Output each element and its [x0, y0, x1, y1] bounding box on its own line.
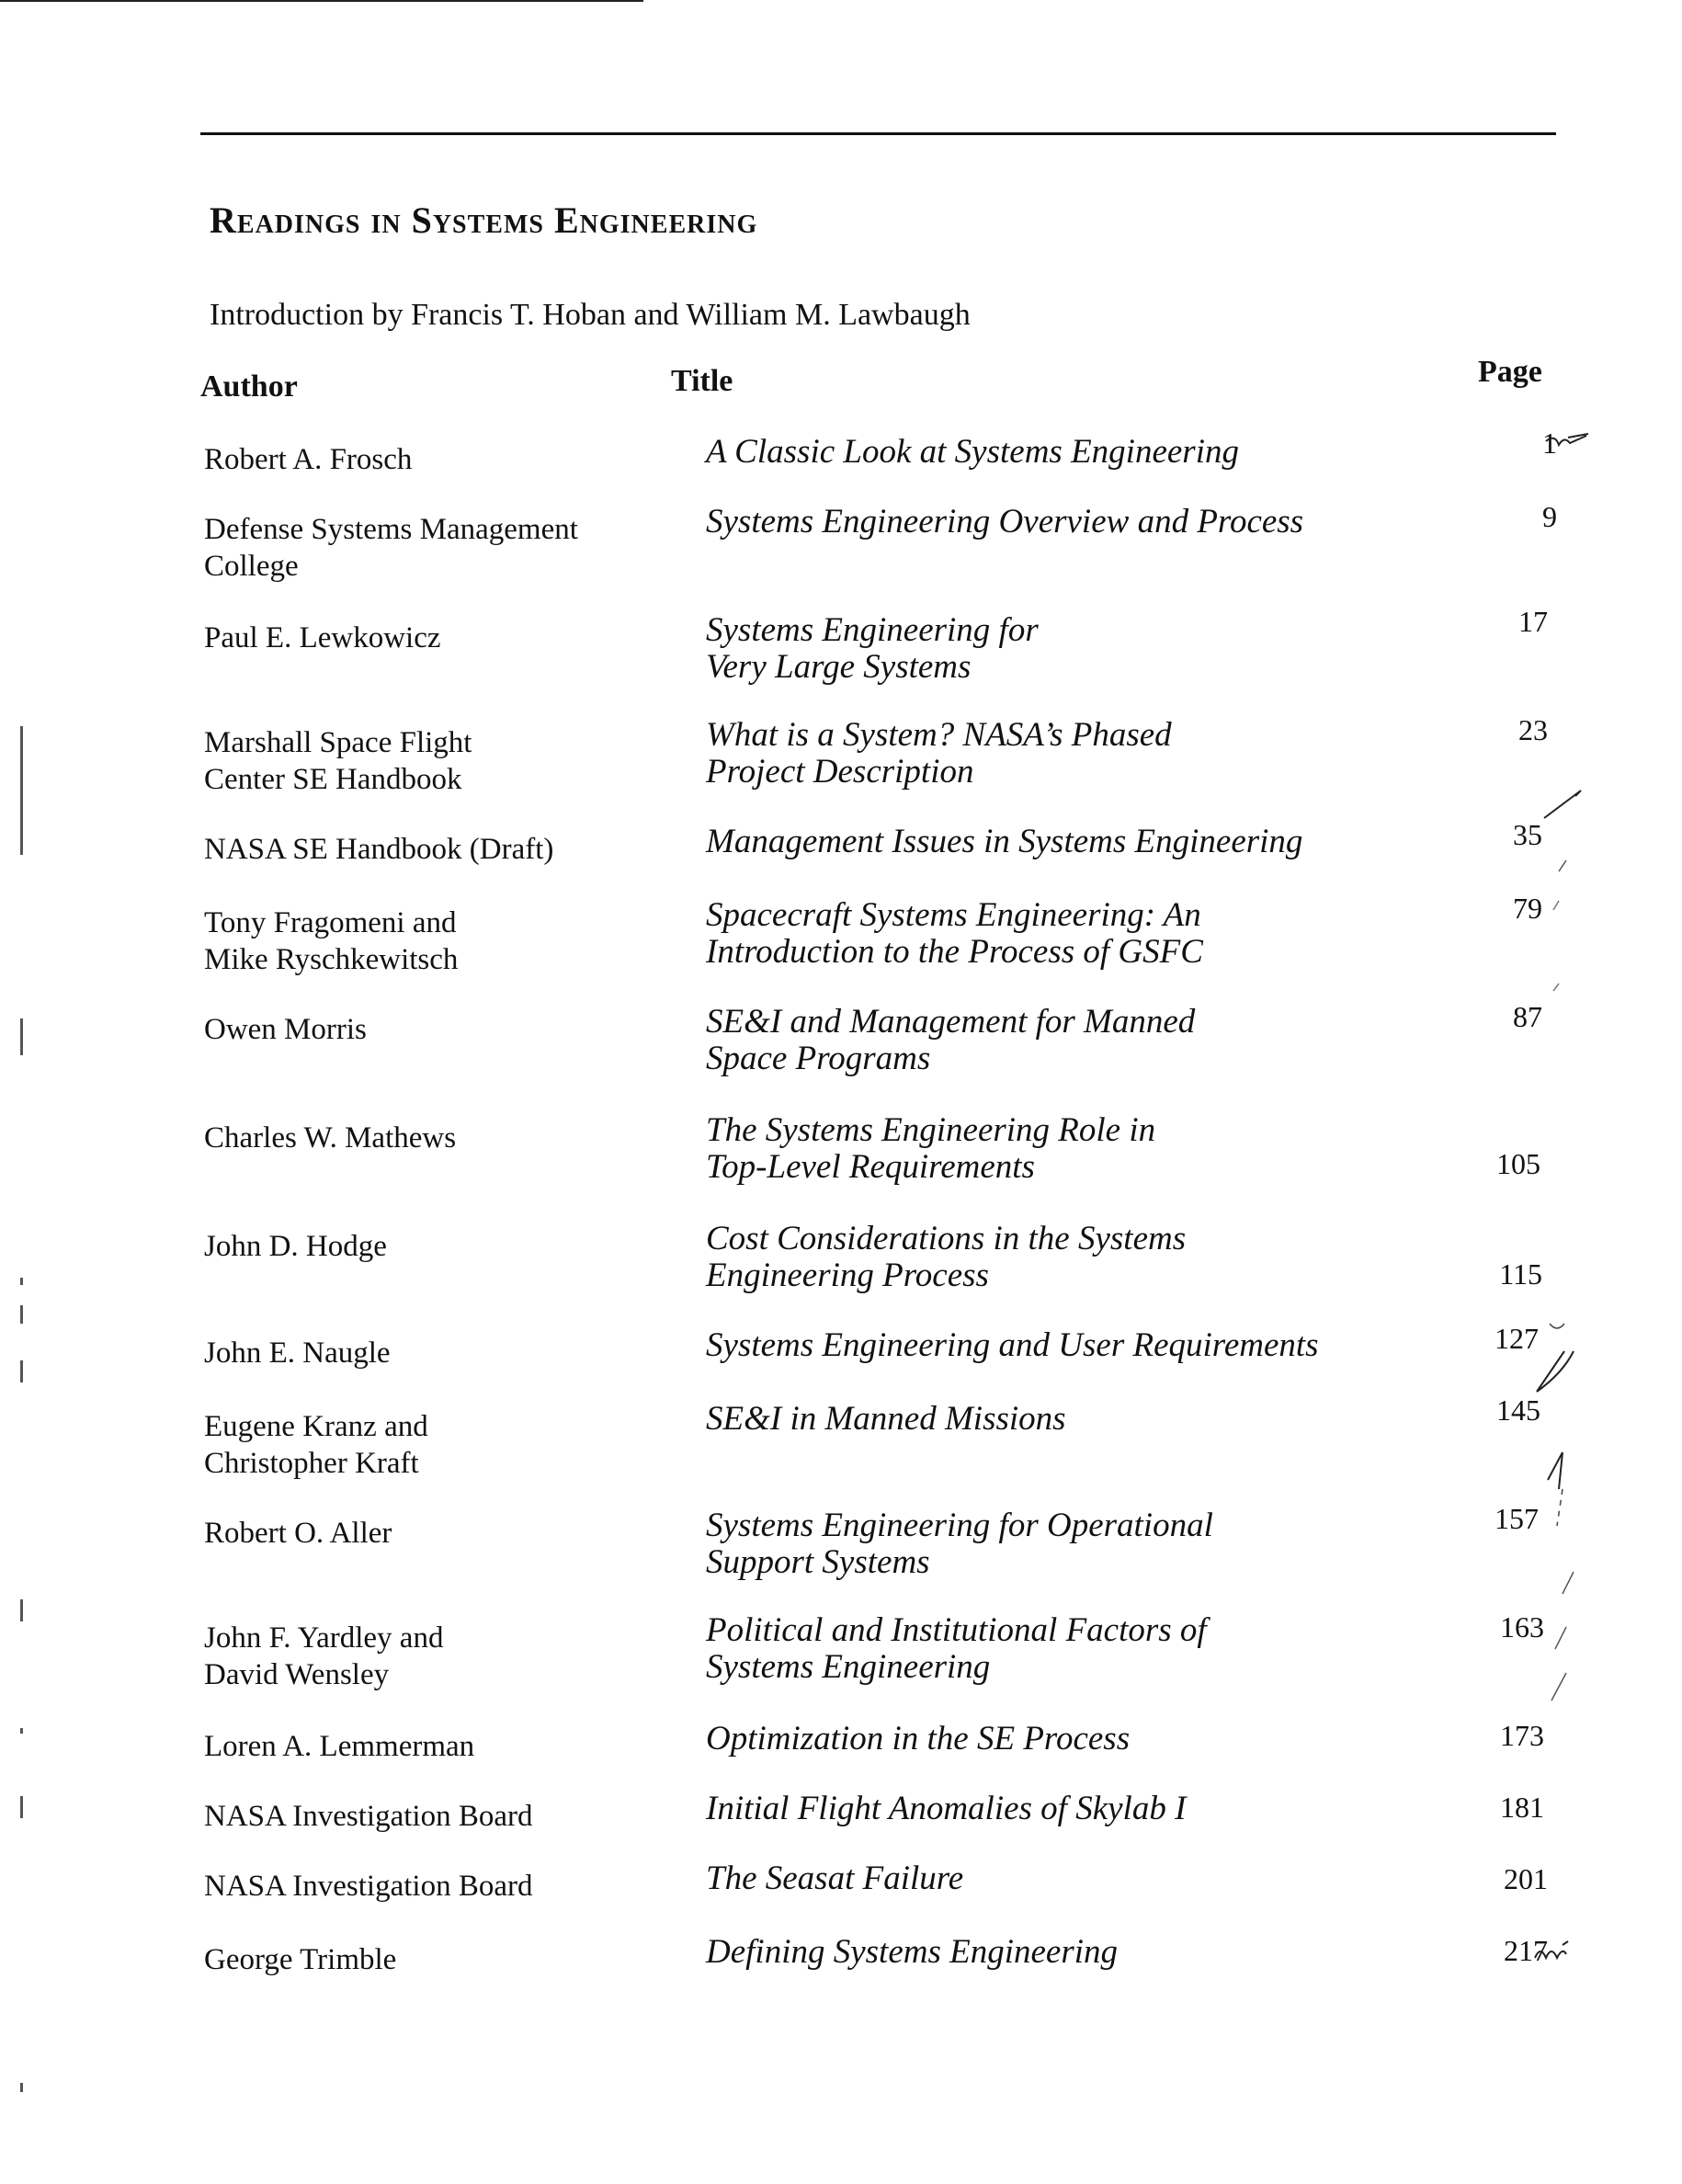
entry-page-number: 9 [1542, 500, 1557, 533]
entry-title [706, 1112, 1155, 1186]
entry-page-number: 17 [1518, 605, 1548, 638]
entry-author [204, 1941, 396, 1978]
entry-author [204, 441, 412, 478]
title-column-header: Title [671, 364, 733, 398]
entry-author-line: Marshall Space Flight [204, 726, 472, 759]
entry-title-line: Initial Flight Anomalies of Skylab I [706, 1790, 1187, 1827]
entry-title-line: Space Programs [706, 1040, 931, 1077]
entry-author [204, 904, 458, 978]
entry-author-line: NASA Investigation Board [204, 1870, 533, 1903]
entry-author-line: Christopher Kraft [204, 1447, 419, 1480]
entry-title-line: Cost Considerations in the Systems [706, 1220, 1187, 1257]
entry-title-line: What is a System? NASA’s Phased [706, 716, 1172, 754]
entry-title-line: Systems Engineering for [706, 611, 1039, 649]
entry-author [204, 1728, 474, 1765]
entry-page-number: 157 [1494, 1502, 1539, 1535]
entry-title-line: Systems Engineering and User Requirements [706, 1326, 1319, 1364]
entry-title-line: Top-Level Requirements [706, 1148, 1035, 1186]
entry-author-line: Robert A. Frosch [204, 443, 413, 476]
entry-title [706, 824, 1302, 860]
top-rule [200, 132, 1556, 135]
entry-title-line: Defining Systems Engineering [706, 1933, 1119, 1971]
entry-title-line: The Systems Engineering Role in [706, 1111, 1156, 1149]
entry-title [706, 504, 1303, 540]
entry-title [706, 1004, 1195, 1077]
entry-author [204, 1515, 392, 1552]
entry-title-line: Very Large Systems [706, 648, 972, 686]
entry-title-line: Support Systems [706, 1543, 930, 1581]
page-heading: Readings in Systems Engineering [210, 199, 758, 241]
entry-title [706, 1327, 1319, 1364]
entry-title [706, 1221, 1186, 1294]
entry-page-number: 163 [1500, 1610, 1544, 1644]
entry-author [204, 1868, 532, 1905]
entry-author-line: Paul E. Lewkowicz [204, 621, 441, 654]
entry-author-line: Defense Systems Management [204, 513, 578, 546]
entry-title [706, 1934, 1118, 1971]
entry-author [204, 831, 553, 868]
entry-author-line: Loren A. Lemmerman [204, 1730, 475, 1763]
entry-author [204, 1798, 532, 1835]
entry-author [204, 1408, 428, 1482]
entry-title-line: SE&I in Manned Missions [706, 1400, 1066, 1438]
entry-author [204, 620, 441, 656]
entry-author-line: David Wensley [204, 1658, 390, 1691]
entry-title-line: Spacecraft Systems Engineering: An [706, 896, 1201, 934]
entry-title [706, 1507, 1213, 1581]
entry-author-line: Eugene Kranz and [204, 1410, 428, 1443]
entry-page-number: 181 [1500, 1791, 1544, 1824]
entry-page-number: 79 [1513, 892, 1542, 925]
entry-title [706, 1721, 1130, 1757]
introduction-line: Introduction by Francis T. Hoban and William M. Lawbaugh [210, 298, 971, 332]
entry-author [204, 1011, 367, 1048]
entry-author [204, 1120, 456, 1156]
entry-author-line: George Trimble [204, 1943, 397, 1976]
entry-page-number: 127 [1494, 1322, 1539, 1355]
entry-author-line: Mike Ryschkewitsch [204, 943, 459, 976]
author-column-header: Author [200, 370, 298, 404]
entry-author-line: Charles W. Mathews [204, 1121, 457, 1155]
entry-page-number: 115 [1499, 1257, 1542, 1291]
entry-author [204, 1620, 443, 1693]
entry-author-line: NASA Investigation Board [204, 1800, 533, 1833]
entry-title [706, 1401, 1066, 1438]
entry-author [204, 724, 472, 798]
entry-author-line: College [204, 550, 299, 583]
entry-title-line: Optimization in the SE Process [706, 1720, 1131, 1757]
entry-author [204, 511, 578, 585]
entry-page-number: 173 [1500, 1719, 1544, 1752]
entry-author-line: Owen Morris [204, 1013, 367, 1046]
entry-title-line: Political and Institutional Factors of [706, 1611, 1207, 1649]
entry-title [706, 1860, 963, 1897]
entry-title-line: Engineering Process [706, 1257, 989, 1294]
page-column-header: Page [1478, 355, 1542, 389]
entry-page-number: 201 [1504, 1862, 1548, 1895]
entry-page-number: 35 [1513, 818, 1542, 851]
entry-title [706, 612, 1039, 686]
entry-page-number: 105 [1496, 1147, 1540, 1180]
entry-page-number: 87 [1513, 1000, 1542, 1033]
entry-page-number: 23 [1518, 713, 1548, 746]
entry-author-line: John E. Naugle [204, 1337, 391, 1370]
entry-title [706, 1791, 1186, 1827]
entry-title-line: SE&I and Management for Manned [706, 1003, 1196, 1041]
entry-page-number: 145 [1496, 1393, 1540, 1427]
entry-author-line: Robert O. Aller [204, 1517, 392, 1550]
entry-title-line: Systems Engineering [706, 1648, 991, 1686]
entry-author-line: John D. Hodge [204, 1230, 387, 1263]
entry-title-line: Project Description [706, 753, 974, 791]
entry-title-line: A Classic Look at Systems Engineering [706, 433, 1239, 471]
entry-title [706, 717, 1172, 791]
entry-title [706, 434, 1239, 471]
entry-title [706, 897, 1203, 971]
entry-title-line: Systems Engineering Overview and Process [706, 503, 1304, 540]
entry-author-line: Center SE Handbook [204, 763, 462, 796]
scan-edge-line [0, 0, 643, 2]
entry-author-line: NASA SE Handbook (Draft) [204, 833, 554, 866]
entry-title-line: Management Issues in Systems Engineering [706, 823, 1303, 860]
entry-title-line: The Seasat Failure [706, 1860, 964, 1897]
entry-page-number: 1 [1542, 427, 1557, 460]
handwritten-annotations [1526, 423, 1682, 2004]
entry-title-line: Introduction to the Process of GSFC [706, 933, 1203, 971]
entry-title-line: Systems Engineering for Operational [706, 1507, 1213, 1544]
entry-author-line: Tony Fragomeni and [204, 906, 457, 939]
entry-author [204, 1335, 391, 1371]
entry-author-line: John F. Yardley and [204, 1621, 444, 1655]
entry-page-number: 217 [1504, 1934, 1548, 1967]
entry-author [204, 1228, 387, 1265]
left-margin-scan-marks [20, 726, 26, 2105]
entry-title [706, 1612, 1207, 1686]
